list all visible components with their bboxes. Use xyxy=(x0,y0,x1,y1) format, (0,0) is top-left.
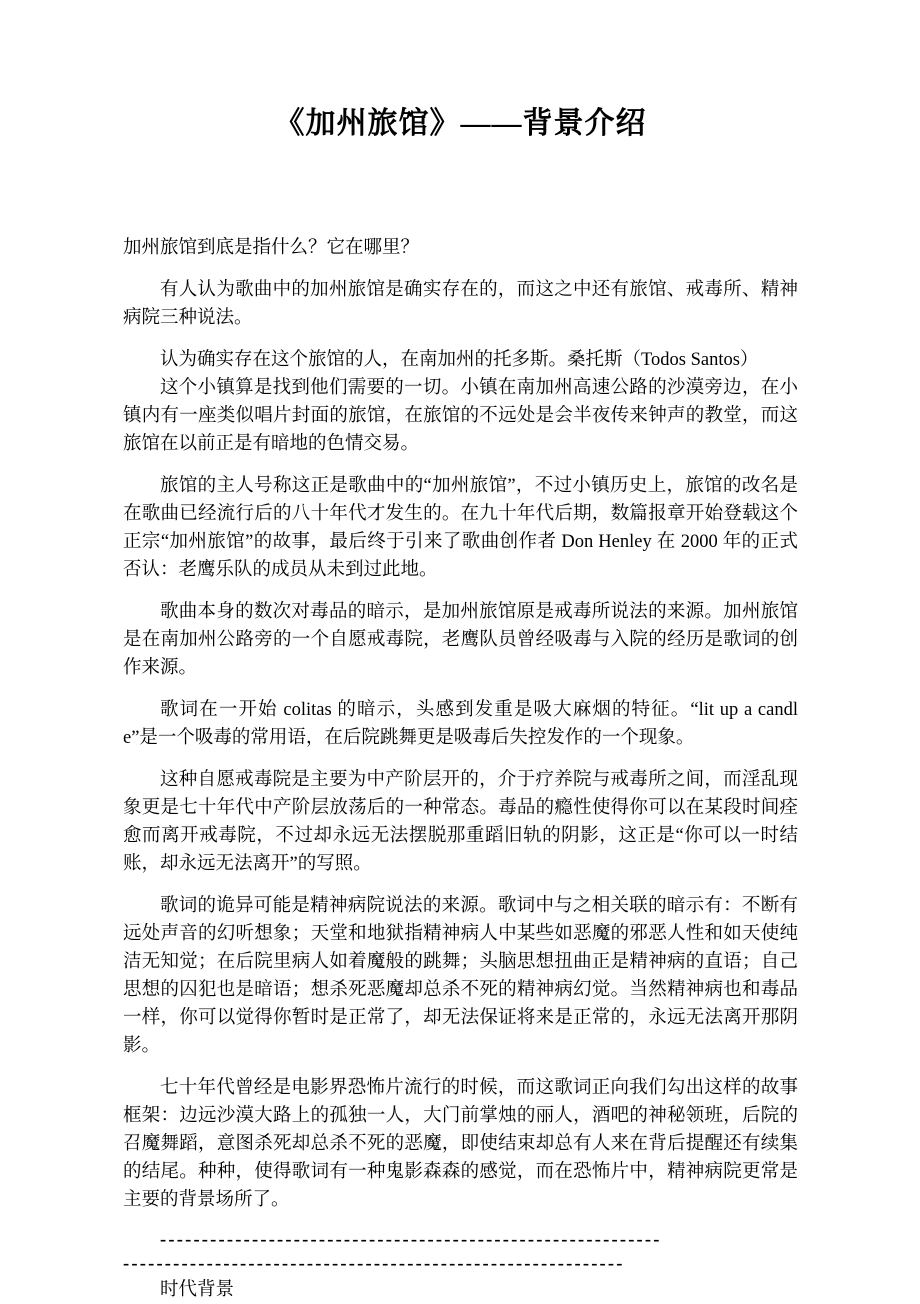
paragraph-colitas-hints: 歌词在一开始 colitas 的暗示，头感到发重是吸大麻烟的特征。“lit up a candle”是一个吸毒的常用语，在后院跳舞更是吸毒后失控发作的一个现象。 xyxy=(123,700,798,748)
paragraph-todos-santos: 认为确实存在这个旅馆的人，在南加州的托多斯。桑托斯（Todos Santos） xyxy=(160,350,759,370)
paragraph-horror-film-framing: 七十年代曾经是电影界恐怖片流行的时候，而这歌词正向我们勾出这样的故事框架：边远沙漠大路上的孤独一人，大门前掌烛的丽人，酒吧的神秘领班，后院的召魔舞蹈，意图杀死却总杀不死的恶魔，即使结束却总有人来在背后提醒还有续集的结尾。种种，使得歌词有一种鬼影森森的感觉，而在恐怖片中，精神病院更常是主要的背景场所了。 xyxy=(123,1078,798,1210)
paragraph-hotel-owner-claim: 旅馆的主人号称这正是歌曲中的“加州旅馆”，不过小镇历史上，旅馆的改名是在歌曲已经流行后的八十年代才发生的。在九十年代后期，数篇报章开始登载这个正宗“加州旅馆”的故事，最后终于引来了歌曲创作者 Don Henley 在 2000 年的正式否认：老鹰乐队的成员从未到过此地。 xyxy=(123,476,798,580)
paragraph-mental-hospital-theory: 歌词的诡异可能是精神病院说法的来源。歌词中与之相关联的暗示有：不断有远处声音的幻听想象；天堂和地狱指精神病人中某些如恶魔的邪恶人性和如天使纯洁无知觉；在后院里病人如着魔般的跳舞；头脑思想扭曲正是精神病的直语；自己思想的囚犯也是暗语；想杀死恶魔却总杀不死的精神病幻觉。当然精神病也和毒品一样，你可以觉得你暂时是正常了，却无法保证将来是正常的，永远无法离开那阴影。 xyxy=(123,896,798,1056)
paragraph-drug-rehab-theory: 歌曲本身的数次对毒品的暗示，是加州旅馆原是戒毒所说法的来源。加州旅馆是在南加州公路旁的一个自愿戒毒院，老鹰队员曾经吸毒与入院的经历是歌词的创作来源。 xyxy=(123,602,798,678)
document-title: 《加州旅馆》——背景介绍 xyxy=(274,107,647,140)
paragraph-three-theories: 有人认为歌曲中的加州旅馆是确实存在的，而这之中还有旅馆、戒毒所、精神病院三种说法。 xyxy=(123,280,798,328)
divider-line-2: ------------------------------------------------------------ xyxy=(123,1254,625,1274)
paragraph-voluntary-rehab: 这种自愿戒毒院是主要为中产阶层开的，介于疗养院与戒毒所之间，而淫乱现象更是七十年代中产阶层放荡后的一种常态。毒品的瘾性使得你可以在某段时间痊愈而离开戒毒院，不过却永远无法摆脱那重蹈旧轨的阴影，这正是“你可以一时结账，却永远无法离开”的写照。 xyxy=(123,770,798,874)
divider-line-1: ------------------------------------------------------------ xyxy=(160,1230,662,1250)
paragraph-town-description: 这个小镇算是找到他们需要的一切。小镇在南加州高速公路的沙漠旁边，在小镇内有一座类似唱片封面的旅馆，在旅馆的不远处是会半夜传来钟声的教堂，而这旅馆在以前正是有暗地的色情交易。 xyxy=(123,378,798,454)
paragraph-opening-question: 加州旅馆到底是指什么？它在哪里？ xyxy=(123,238,420,258)
section-heading-era-background: 时代背景 xyxy=(160,1280,235,1300)
